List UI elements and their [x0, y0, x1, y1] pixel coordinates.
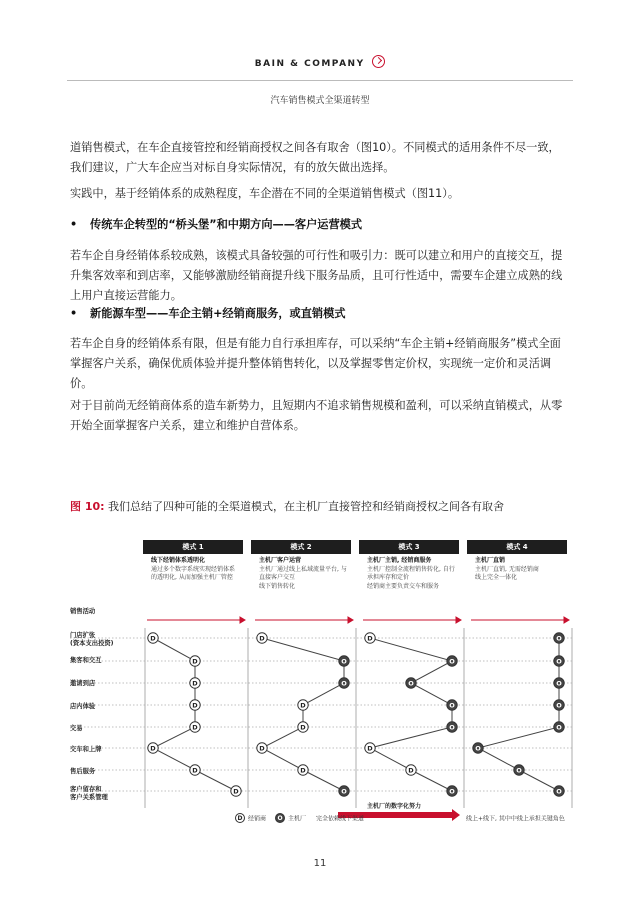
oem-node: O [556, 679, 562, 688]
mode-3-desc: 主机厂控制全流程销售转化, 自行承担库存和定价 [367, 565, 455, 581]
oem-node: O [516, 766, 522, 775]
dealer-node: D [408, 766, 414, 775]
row-label-delivery: 交车和上牌 [70, 746, 102, 753]
dealer-node: D [259, 634, 265, 643]
dealer-node: D [192, 679, 198, 688]
dealer-node: D [233, 787, 239, 796]
oem-node: O [341, 787, 347, 796]
bullet-text-1: 传统车企转型的“桥头堡”和中期方向——客户运营模式 [90, 218, 363, 231]
dealer-node: D [192, 701, 198, 710]
oem-node: O [556, 787, 562, 796]
dealer-node: D [259, 744, 265, 753]
row-label-retention: 客户留存和 客户关系管理 [70, 786, 108, 801]
figure-caption: 我们总结了四种可能的全渠道模式，在主机厂直接管控和经销商授权之间各有取舍 [104, 500, 505, 513]
paragraph-2: 实践中，基于经销体系的成熟程度，车企潜在不同的全渠道销售模式（图11）。 [70, 187, 460, 200]
dealer-node: D [300, 766, 306, 775]
row-label-aftersales: 售后服务 [70, 768, 96, 775]
row-label-transaction: 交易 [70, 725, 83, 732]
oem-node: O [556, 723, 562, 732]
mode-3-desc-2: 经销商主要负责交车和服务 [367, 582, 440, 590]
mode-2-desc: 主机厂通过线上私域流量平台, 与直接客户交互 [259, 565, 347, 581]
paragraph-1: 道销售模式，在车企直接管控和经销商授权之间各有取舍（图10）。不同模式的适用条件不尽一致，我们建议，广大车企应当对标自身实际情况，有的放矢做出选择。 [70, 141, 560, 174]
mode-2-title: 模式 2 [251, 540, 351, 554]
legend-oem-label: 主机厂 [288, 815, 307, 823]
dealer-node: D [367, 634, 373, 643]
oem-node: O [449, 787, 455, 796]
page-number: 11 [313, 858, 327, 869]
brand-name: BAIN & COMPANY [254, 59, 365, 69]
mode-1-heading: 线下经销体系透明化 [151, 557, 206, 564]
oem-node: O [556, 634, 562, 643]
mode-1-title: 模式 1 [143, 540, 243, 554]
dealer-node: D [150, 634, 156, 643]
mode-4-desc-2: 线上完全一体化 [475, 574, 518, 581]
mode-2-heading: 主机厂客户运营 [259, 557, 302, 564]
dealer-node: D [192, 723, 198, 732]
figure-number: 图 10: [70, 500, 105, 513]
paragraph-4: 若车企自身的经销体系有限，但是有能力自行承担库存，可以采纳“车企主销+经销商服务”模式全面掌握客户关系，确保优质体验并提升整体销售转化，以及掌握零售定价权，实现统一定价和灵活调价。 [70, 337, 561, 390]
legend-online-label: 线上+线下, 其中中线上承担关键角色 [466, 815, 565, 823]
bullet-icon: • [70, 307, 78, 320]
mode-arrows [147, 617, 569, 623]
row-label-invite: 邀请到店 [70, 680, 96, 687]
paragraph-5: 对于目前尚无经销商体系的造车新势力，且短期内不追求销售规模和盈利，可以采纳直销模式，从零开始全面掌握客户关系，建立和维护自营体系。 [70, 399, 563, 432]
oem-node: O [475, 744, 481, 753]
dealer-node: D [300, 723, 306, 732]
bullet-icon: • [70, 218, 78, 231]
dealer-node: D [150, 744, 156, 753]
mode-4-title: 模式 4 [467, 540, 567, 554]
bullet-text-2: 新能源车型——车企主销+经销商服务，或直销模式 [90, 307, 346, 320]
dealer-node: D [367, 744, 373, 753]
legend-digital-label: 主机厂的数字化努力 [366, 803, 422, 810]
legend-dealer-icon: D [237, 815, 243, 822]
row-label-store-expansion: 门店扩张 (资本支出投资) [70, 632, 114, 647]
mode-4-desc: 主机厂直销, 无需经销商 [475, 565, 539, 573]
oem-node: O [449, 701, 455, 710]
paragraph-3: 若车企自身经销体系较成熟，该模式具备较强的可行性和吸引力：既可以建立和用户的直接交互，提升集客效率和到店率，又能够激励经销商提升线下服务品质，且可行性适中，需要车企建立成熟的线上用户直接运营能力。 [70, 249, 563, 302]
legend-oem-icon: O [277, 815, 283, 822]
oem-node: O [408, 679, 414, 688]
row-label-lead-gen: 集客和交互 [70, 657, 102, 664]
oem-node: O [556, 701, 562, 710]
mode-1-desc: 通过多个数字系统实现经销体系的透明化, 从而加强主机厂管控 [151, 565, 236, 581]
dealer-node: D [300, 701, 306, 710]
oem-node: O [556, 657, 562, 666]
mode-2-desc-2: 线下销售转化 [259, 582, 296, 590]
dealer-node: D [192, 657, 198, 666]
mode-3-heading: 主机厂主销, 经销商服务 [367, 557, 432, 564]
mode-4-heading: 主机厂直销 [475, 557, 506, 564]
dealer-node: D [192, 766, 198, 775]
oem-node: O [449, 657, 455, 666]
oem-node: O [341, 657, 347, 666]
mode-3-title: 模式 3 [359, 540, 459, 554]
oem-node: O [341, 679, 347, 688]
oem-node: O [449, 723, 455, 732]
legend-dealer-label: 经销商 [248, 815, 267, 823]
legend-offline-label: 完全依赖线下渠道 [316, 815, 365, 823]
row-label-in-store: 店内体验 [70, 703, 96, 710]
sales-activity-label: 销售活动 [70, 608, 96, 615]
page-subtitle: 汽车销售模式全渠道转型 [270, 96, 370, 106]
